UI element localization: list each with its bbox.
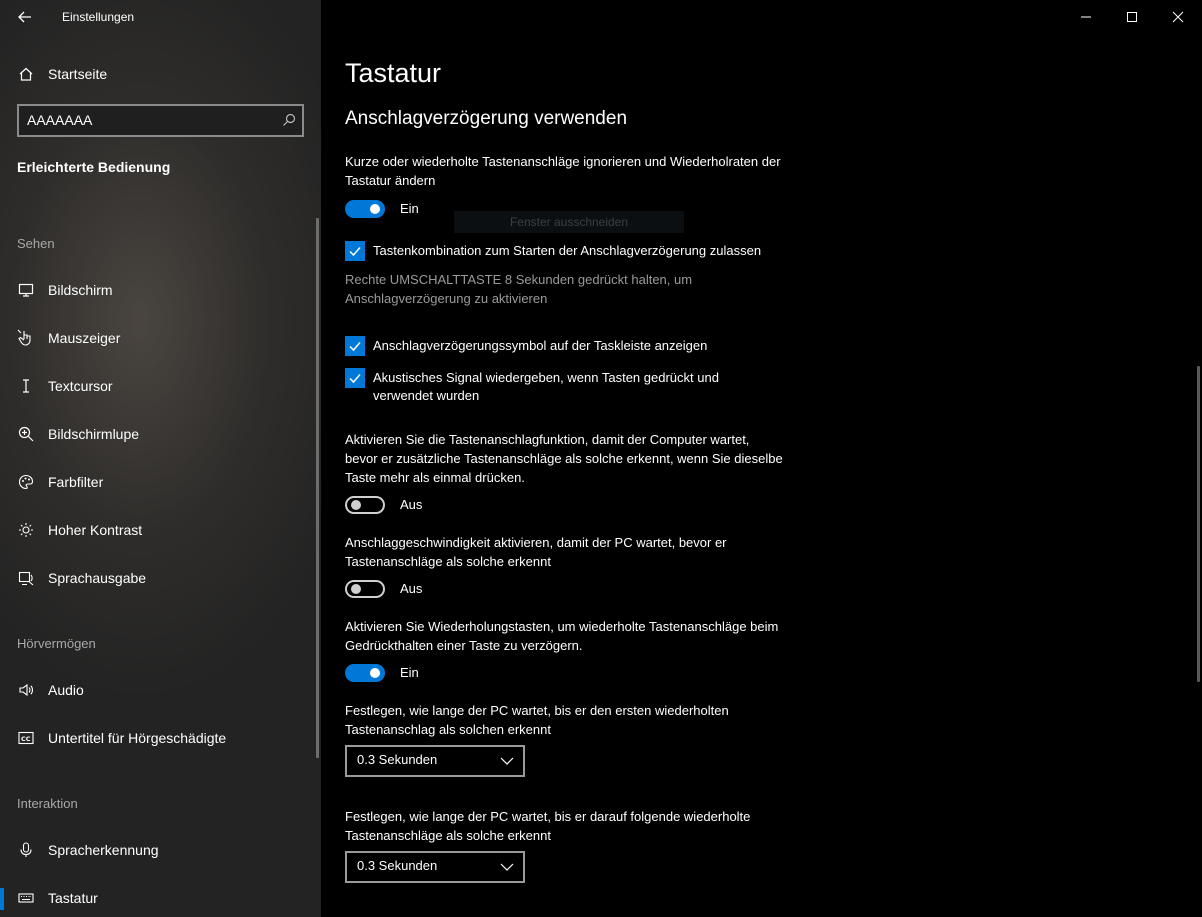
back-button[interactable] xyxy=(12,6,38,28)
search-box xyxy=(17,104,304,137)
page-title: Tastatur xyxy=(345,58,442,88)
filter-keys-description: Kurze oder wiederholte Tastenanschläge ignorieren und Wiederholraten der Tastatur ändern xyxy=(345,154,781,188)
minimize-icon xyxy=(1080,11,1092,23)
sidebar-item-label: Untertitel für Hörgeschädigte xyxy=(48,730,227,746)
main-scrollbar[interactable] xyxy=(1197,366,1200,682)
search-input[interactable] xyxy=(27,110,267,130)
toggle-knob xyxy=(351,500,361,510)
keyboard-icon xyxy=(17,889,35,907)
svg-text:CC: CC xyxy=(21,735,31,743)
sidebar-item-label: Sprachausgabe xyxy=(48,570,147,586)
taskbar-icon-checkbox-row xyxy=(345,336,805,358)
repeat-keys-toggle-row xyxy=(345,663,545,685)
minimize-button[interactable] xyxy=(1063,0,1109,34)
titlebar-left xyxy=(0,0,321,34)
sidebar-item-label: Bildschirmlupe xyxy=(48,426,140,442)
toggle-state-label: Aus xyxy=(400,581,423,596)
narrator-icon xyxy=(17,569,35,587)
sidebar-item-textcursor[interactable] xyxy=(0,366,321,406)
taskbar-icon-checkbox[interactable] xyxy=(345,336,365,356)
maximize-button[interactable] xyxy=(1109,0,1155,34)
group-header-hoervermoegen: Hörvermögen xyxy=(17,636,96,651)
sidebar-item-label: Spracherkennung xyxy=(48,842,159,858)
filter-keys-toggle[interactable] xyxy=(345,200,385,218)
bounce-keys-toggle-row xyxy=(345,495,545,517)
select-value: 0.3 Sekunden xyxy=(357,752,438,767)
monitor-icon xyxy=(17,281,35,299)
toggle-state-label: Aus xyxy=(400,497,423,512)
sidebar-item-tastatur[interactable] xyxy=(0,878,321,917)
chevron-down-icon xyxy=(499,859,515,875)
sidebar-item-untertitel[interactable] xyxy=(0,718,321,758)
back-arrow-icon xyxy=(18,11,32,23)
subsequent-repeat-delay-description: Festlegen, wie lange der PC wartet, bis er darauf folgende wiederholte Tastenanschläge als solche erkennt xyxy=(345,809,751,843)
chevron-down-icon xyxy=(499,753,515,769)
sidebar-item-label: Audio xyxy=(48,682,84,698)
checkbox-label: Anschlagverzögerungssymbol auf der Taskleiste anzeigen xyxy=(373,338,708,353)
checkmark-icon xyxy=(348,371,362,385)
checkbox-label: Tastenkombination zum Starten der Anschlagverzögerung zulassen xyxy=(373,243,762,258)
sidebar-item-mauszeiger[interactable] xyxy=(0,318,321,358)
speaker-icon xyxy=(17,681,35,699)
toggle-knob xyxy=(370,668,380,678)
search-button[interactable] xyxy=(280,111,298,129)
palette-icon xyxy=(17,473,35,491)
repeat-keys-toggle[interactable] xyxy=(345,664,385,682)
sidebar-item-label: Startseite xyxy=(48,66,108,82)
sun-icon xyxy=(17,521,35,539)
sidebar-item-bildschirm[interactable] xyxy=(0,270,321,310)
shortcut-checkbox[interactable] xyxy=(345,241,365,261)
shortcut-checkbox-row xyxy=(345,241,805,263)
toggle-knob xyxy=(370,204,380,214)
toggle-knob xyxy=(351,584,361,594)
text-cursor-icon xyxy=(17,377,35,395)
toggle-state-label: Ein xyxy=(400,201,419,216)
home-icon xyxy=(17,65,35,83)
slow-keys-description: Anschlaggeschwindigkeit aktivieren, damit der PC wartet, bevor er Tastenanschläge als solche erkennt xyxy=(345,535,727,569)
close-icon xyxy=(1172,11,1184,23)
checkmark-icon xyxy=(348,339,362,353)
sidebar-item-bildschirmlupe[interactable] xyxy=(0,414,321,454)
select-value: 0.3 Sekunden xyxy=(357,858,438,873)
sidebar-item-label: Textcursor xyxy=(48,378,113,394)
sidebar xyxy=(0,0,321,917)
bounce-keys-toggle[interactable] xyxy=(345,496,385,514)
active-indicator xyxy=(0,888,4,910)
maximize-icon xyxy=(1126,11,1138,23)
main-content xyxy=(321,0,1202,917)
sidebar-item-sprachausgabe[interactable] xyxy=(0,558,321,598)
sidebar-item-home[interactable] xyxy=(0,58,321,90)
pointer-icon xyxy=(17,329,35,347)
bounce-keys-description: Aktivieren Sie die Tastenanschlagfunktion, damit der Computer wartet, bevor er zusätzliche Tastenanschläge als solche erkennt, wenn Sie dieselbe Taste mehr als einmal drücken. xyxy=(345,432,783,485)
group-header-interaktion: Interaktion xyxy=(17,796,78,811)
tooltip: Fenster ausschneiden xyxy=(454,211,684,233)
sidebar-item-audio[interactable] xyxy=(0,670,321,710)
sidebar-item-label: Hoher Kontrast xyxy=(48,522,143,538)
slow-keys-toggle[interactable] xyxy=(345,580,385,598)
sidebar-scrollbar[interactable] xyxy=(316,218,319,758)
sidebar-item-hoher-kontrast[interactable] xyxy=(0,510,321,550)
microphone-icon xyxy=(17,841,35,859)
checkbox-label: Akustisches Signal wiedergeben, wenn Tasten gedrückt und verwendet wurden xyxy=(373,370,719,403)
repeat-keys-description: Aktivieren Sie Wiederholungstasten, um wiederholte Tastenanschläge beim Gedrückthalten einer Taste zu verzögern. xyxy=(345,619,779,653)
group-header-sehen: Sehen xyxy=(17,236,55,251)
search-icon xyxy=(282,113,296,127)
sound-checkbox-row xyxy=(345,368,805,408)
slow-keys-toggle-row xyxy=(345,579,545,601)
subsequent-repeat-delay-select[interactable] xyxy=(345,851,525,883)
app-title: Einstellungen xyxy=(62,10,135,24)
section-title: Anschlagverzögerung verwenden xyxy=(345,108,628,129)
closed-caption-icon xyxy=(17,729,35,747)
shortcut-hint: Rechte UMSCHALTTASTE 8 Sekunden gedrückt halten, um Anschlagverzögerung zu aktivieren xyxy=(345,272,693,306)
sidebar-item-label: Tastatur xyxy=(48,890,98,906)
sidebar-item-label: Mauszeiger xyxy=(48,330,121,346)
first-repeat-delay-select[interactable] xyxy=(345,745,525,777)
sidebar-item-label: Bildschirm xyxy=(48,282,113,298)
magnifier-icon xyxy=(17,425,35,443)
sidebar-item-farbfilter[interactable] xyxy=(0,462,321,502)
close-button[interactable] xyxy=(1155,0,1201,34)
first-repeat-delay-description: Festlegen, wie lange der PC wartet, bis er den ersten wiederholten Tastenanschlag als solchen erkennt xyxy=(345,703,729,737)
sidebar-item-label: Farbfilter xyxy=(48,474,104,490)
toggle-state-label: Ein xyxy=(400,665,419,680)
checkmark-icon xyxy=(348,244,362,258)
sound-checkbox[interactable] xyxy=(345,368,365,388)
sidebar-item-spracherkennung[interactable] xyxy=(0,830,321,870)
category-title: Erleichterte Bedienung xyxy=(17,159,171,175)
